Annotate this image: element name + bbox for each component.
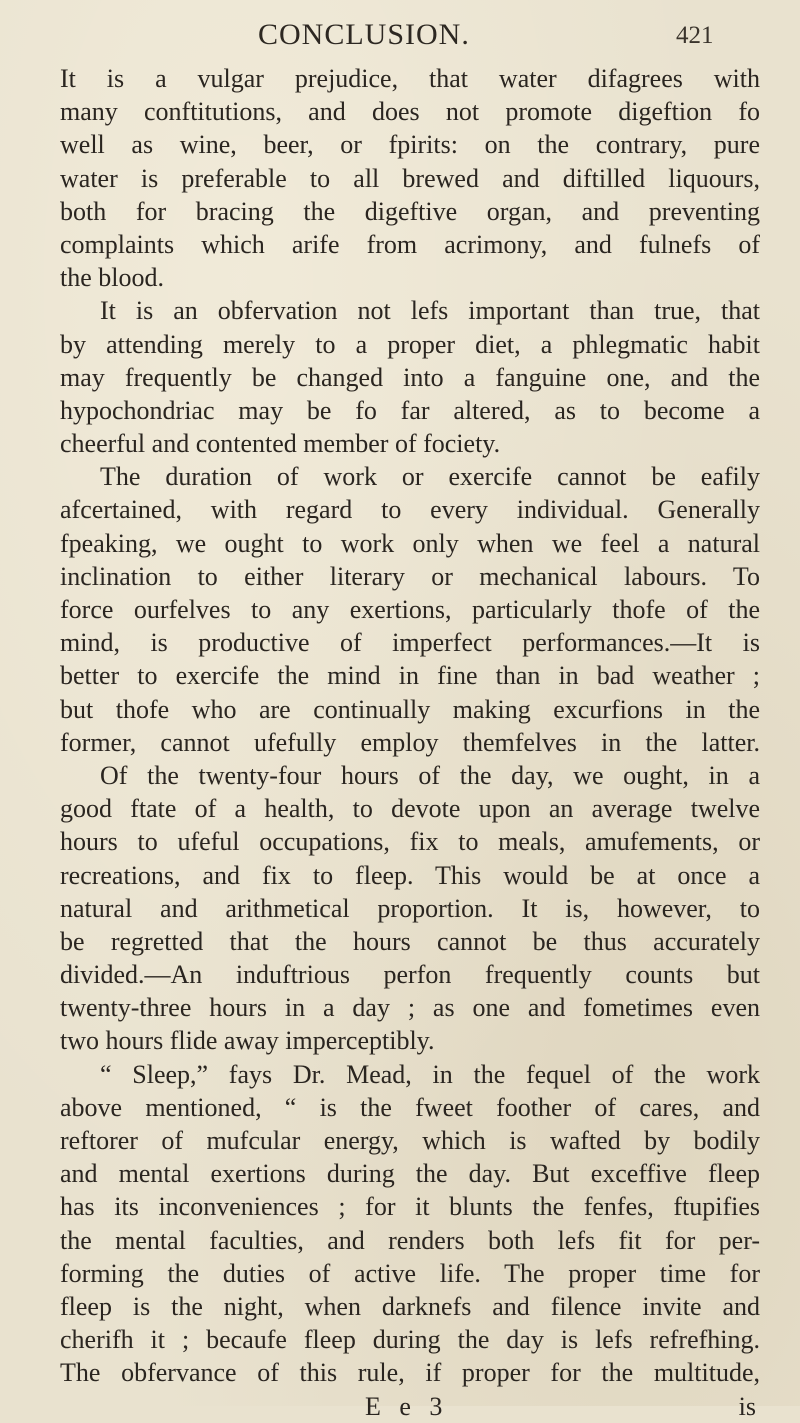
text-line: It is an obfervation not lefs important than true, that (100, 296, 760, 326)
text-line: cherifh it ; becaufe fleep during the day is lefs refrefhing. (60, 1325, 760, 1355)
text-line: both for bracing the digeftive organ, and preventing (60, 196, 760, 226)
page-number: 421 (676, 22, 714, 49)
text-line: The obfervance of this rule, if proper for the multitude, (60, 1358, 760, 1388)
text-line: cheerful and contented member of fociety. (60, 429, 501, 459)
text-line: afcertained, with regard to every individual. Generally (60, 495, 760, 525)
text-line: but thofe who are continually making excurfions in the (60, 694, 760, 724)
page-footer (60, 1390, 760, 1423)
text-line: good ftate of a health, to devote upon an average twelve (60, 794, 760, 824)
text-line: the blood. (60, 263, 164, 293)
text-line: well as wine, beer, or fpirits: on the contrary, pure (60, 130, 760, 160)
page-header (0, 14, 800, 58)
text-line: natural and arithmetical proportion. It is, however, to (60, 893, 760, 923)
running-title: CONCLUSION. (258, 18, 470, 51)
text-line: It is a vulgar prejudice, that water difagrees with (60, 64, 760, 93)
text-line: “ Sleep,” fays Dr. Mead, in the fequel of the work (100, 1059, 760, 1089)
text-line: many conftitutions, and does not promote digeftion fo (60, 97, 760, 127)
signature-mark: E e 3 (365, 1391, 449, 1421)
text-line: fpeaking, we ought to work only when we feel a natural (60, 528, 760, 558)
text-line: divided.—An induftrious perfon frequently counts but (60, 960, 760, 990)
catchword: is (738, 1391, 756, 1421)
text-line: may frequently be changed into a fanguine one, and the (60, 362, 760, 392)
text-line: forming the duties of active life. The proper time for (60, 1258, 760, 1288)
text-line: the mental faculties, and renders both lefs fit for per- (60, 1225, 760, 1255)
text-line: inclination to either literary or mechanical labours. To (60, 561, 760, 591)
text-line: by attending merely to a proper diet, a phlegmatic habit (60, 329, 760, 359)
text-line: hypochondriac may be fo far altered, as to become a (60, 395, 760, 425)
text-line: has its inconveniences ; for it blunts the fenfes, ftupifies (60, 1192, 760, 1222)
text-line: Of the twenty-four hours of the day, we ought, in a (100, 760, 760, 790)
text-line: former, cannot ufefully employ themfelves in the latter. (60, 727, 760, 757)
text-line: hours to ufeful occupations, fix to meals, amufements, or (60, 827, 760, 857)
text-line: mind, is productive of imperfect performances.—It is (60, 628, 760, 658)
text-line: The duration of work or exercife cannot be eafily (100, 462, 760, 492)
text-line: above mentioned, “ is the fweet foother of cares, and (60, 1092, 760, 1122)
text-line: and mental exertions during the day. But exceffive fleep (60, 1159, 760, 1189)
text-line: recreations, and fix to fleep. This would be at once a (60, 860, 760, 890)
text-line: force ourfelves to any exertions, particularly thofe of the (60, 595, 760, 624)
text-line: twenty-three hours in a day ; as one and fometimes even (60, 993, 760, 1023)
text-line: fleep is the night, when darknefs and filence invite and (60, 1291, 760, 1321)
text-line: water is preferable to all brewed and diftilled liquours, (60, 163, 760, 193)
text-line: be regretted that the hours cannot be thus accurately (60, 926, 760, 956)
text-line: reftorer of mufcular energy, which is wafted by bodily (60, 1126, 760, 1155)
body-text (60, 62, 760, 1423)
text-line: complaints which arife from acrimony, and fulnefs of (60, 229, 760, 259)
text-line: two hours flide away imperceptibly. (60, 1026, 435, 1056)
text-line: better to exercife the mind in fine than in bad weather ; (60, 661, 760, 691)
